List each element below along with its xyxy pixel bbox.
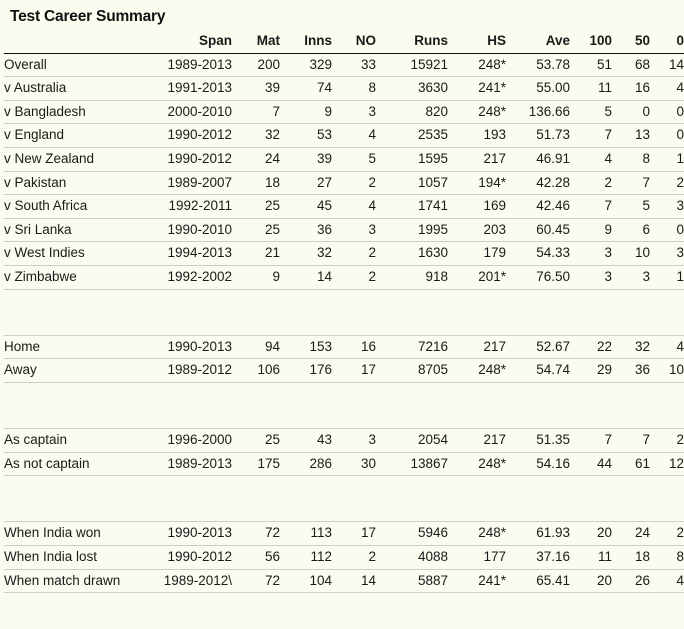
row-value: 20 [570, 569, 612, 593]
row-value: 12 [650, 452, 684, 476]
row-value [612, 476, 650, 499]
table-row-spacer [4, 382, 684, 405]
row-value: 51.35 [506, 429, 570, 453]
row-value: 3 [650, 242, 684, 266]
row-value [280, 406, 332, 429]
row-value: 22 [570, 335, 612, 359]
row-value: 4 [650, 335, 684, 359]
row-value: 32 [280, 242, 332, 266]
table-body [4, 53, 684, 593]
row-value: 9 [570, 218, 612, 242]
row-value: 5 [570, 100, 612, 124]
row-value: 217 [448, 147, 506, 171]
row-value: 10 [650, 359, 684, 383]
row-value: 16 [332, 335, 376, 359]
row-value: 3 [332, 429, 376, 453]
row-value: 68 [612, 53, 650, 77]
row-label: As captain [4, 429, 140, 453]
row-value: 1990-2010 [140, 218, 232, 242]
row-label: v South Africa [4, 195, 140, 219]
row-value: 3 [570, 265, 612, 289]
row-value: 203 [448, 218, 506, 242]
row-value: 2000-2010 [140, 100, 232, 124]
row-value: 3 [650, 195, 684, 219]
row-value: 1 [650, 147, 684, 171]
row-value [506, 499, 570, 522]
table-row-spacer [4, 289, 684, 312]
row-value: 30 [332, 452, 376, 476]
row-value: 46.91 [506, 147, 570, 171]
row-value: 1990-2013 [140, 522, 232, 546]
row-value: 3 [332, 218, 376, 242]
row-value [376, 499, 448, 522]
row-value [376, 406, 448, 429]
column-header-category [4, 30, 140, 53]
row-value: 1994-2013 [140, 242, 232, 266]
row-value: 36 [280, 218, 332, 242]
row-value: 1630 [376, 242, 448, 266]
row-value: 14 [332, 569, 376, 593]
row-value: 201* [448, 265, 506, 289]
row-value [570, 312, 612, 335]
row-value: 5 [332, 147, 376, 171]
row-value: 918 [376, 265, 448, 289]
row-value [280, 382, 332, 405]
row-value: 1990-2013 [140, 335, 232, 359]
row-value: 1 [650, 265, 684, 289]
row-value: 26 [612, 569, 650, 593]
row-value: 24 [612, 522, 650, 546]
row-value [650, 289, 684, 312]
row-value: 1989-2012 [140, 359, 232, 383]
row-label [4, 476, 140, 499]
row-value: 61.93 [506, 522, 570, 546]
table-row [4, 147, 684, 171]
table-row [4, 452, 684, 476]
test-career-summary-table [4, 30, 684, 593]
row-value: 76.50 [506, 265, 570, 289]
row-value: 2 [650, 429, 684, 453]
row-value: 32 [612, 335, 650, 359]
row-value [232, 406, 280, 429]
row-value: 14 [650, 53, 684, 77]
row-value: 25 [232, 195, 280, 219]
row-value [612, 499, 650, 522]
row-value: 179 [448, 242, 506, 266]
row-value: 7 [570, 195, 612, 219]
row-value: 11 [570, 77, 612, 101]
row-value [506, 289, 570, 312]
row-value: 72 [232, 569, 280, 593]
row-label: v Bangladesh [4, 100, 140, 124]
row-label [4, 312, 140, 335]
row-value: 3 [332, 100, 376, 124]
row-value: 2 [570, 171, 612, 195]
row-value [570, 289, 612, 312]
row-value: 32 [232, 124, 280, 148]
column-header-ave: Ave [506, 30, 570, 53]
row-value [376, 476, 448, 499]
row-label: When India lost [4, 546, 140, 570]
row-value: 1990-2012 [140, 546, 232, 570]
row-value: 1057 [376, 171, 448, 195]
row-value [332, 312, 376, 335]
row-value [570, 476, 612, 499]
row-value: 7 [612, 171, 650, 195]
row-value [448, 312, 506, 335]
row-value [570, 499, 612, 522]
row-label [4, 289, 140, 312]
row-value [232, 382, 280, 405]
row-value: 2535 [376, 124, 448, 148]
row-value: 248* [448, 359, 506, 383]
row-value: 5946 [376, 522, 448, 546]
row-value: 136.66 [506, 100, 570, 124]
row-value: 56 [232, 546, 280, 570]
table-row [4, 569, 684, 593]
table-row [4, 53, 684, 77]
row-value [650, 499, 684, 522]
row-value: 8 [612, 147, 650, 171]
row-value [280, 499, 332, 522]
row-value: 241* [448, 77, 506, 101]
row-value: 248* [448, 100, 506, 124]
row-value [376, 312, 448, 335]
row-value: 1741 [376, 195, 448, 219]
row-value: 1990-2012 [140, 147, 232, 171]
table-row [4, 265, 684, 289]
row-value [506, 476, 570, 499]
row-value: 5887 [376, 569, 448, 593]
row-value: 2 [332, 171, 376, 195]
row-label: As not captain [4, 452, 140, 476]
row-value [140, 476, 232, 499]
row-value: 51.73 [506, 124, 570, 148]
row-value: 51 [570, 53, 612, 77]
row-value [232, 289, 280, 312]
row-value: 248* [448, 452, 506, 476]
row-value: 52.67 [506, 335, 570, 359]
row-value: 4 [332, 195, 376, 219]
row-value: 9 [280, 100, 332, 124]
row-value: 53.78 [506, 53, 570, 77]
row-value: 193 [448, 124, 506, 148]
row-value: 0 [650, 218, 684, 242]
row-value [140, 312, 232, 335]
row-label: v Zimbabwe [4, 265, 140, 289]
row-value: 29 [570, 359, 612, 383]
row-value: 4 [570, 147, 612, 171]
row-label: v West Indies [4, 242, 140, 266]
row-value [506, 406, 570, 429]
row-value: 37.16 [506, 546, 570, 570]
row-label: Away [4, 359, 140, 383]
row-value: 72 [232, 522, 280, 546]
row-value: 17 [332, 359, 376, 383]
row-value: 39 [280, 147, 332, 171]
row-value: 7 [232, 100, 280, 124]
row-value: 241* [448, 569, 506, 593]
row-value: 13867 [376, 452, 448, 476]
row-value [448, 406, 506, 429]
row-value: 1992-2011 [140, 195, 232, 219]
row-value [332, 289, 376, 312]
row-value [650, 406, 684, 429]
row-label: v Pakistan [4, 171, 140, 195]
column-header-inns: Inns [280, 30, 332, 53]
row-value: 44 [570, 452, 612, 476]
column-header-span: Span [140, 30, 232, 53]
row-value: 54.74 [506, 359, 570, 383]
row-value [376, 289, 448, 312]
row-value: 42.46 [506, 195, 570, 219]
row-value: 10 [612, 242, 650, 266]
row-label: Overall [4, 53, 140, 77]
row-value [280, 312, 332, 335]
row-value [448, 476, 506, 499]
row-value: 1989-2012\ [140, 569, 232, 593]
row-value: 3 [612, 265, 650, 289]
row-value: 1990-2012 [140, 124, 232, 148]
row-value [332, 382, 376, 405]
table-row [4, 218, 684, 242]
row-value: 7 [612, 429, 650, 453]
table-row [4, 522, 684, 546]
row-value [140, 499, 232, 522]
row-value: 248* [448, 522, 506, 546]
row-label: When India won [4, 522, 140, 546]
row-value: 2 [332, 242, 376, 266]
row-value [506, 312, 570, 335]
row-value: 94 [232, 335, 280, 359]
table-header [4, 30, 684, 53]
row-value: 3 [570, 242, 612, 266]
column-header-ducks: 0 [650, 30, 684, 53]
table-row [4, 335, 684, 359]
row-label [4, 382, 140, 405]
row-value: 9 [232, 265, 280, 289]
row-value: 42.28 [506, 171, 570, 195]
row-value: 17 [332, 522, 376, 546]
table-row [4, 429, 684, 453]
row-value: 329 [280, 53, 332, 77]
row-label [4, 406, 140, 429]
row-value: 18 [612, 546, 650, 570]
row-value: 8 [332, 77, 376, 101]
row-value: 4 [650, 569, 684, 593]
row-value: 25 [232, 429, 280, 453]
row-value: 6 [612, 218, 650, 242]
row-value: 113 [280, 522, 332, 546]
row-value: 1996-2000 [140, 429, 232, 453]
table-row [4, 546, 684, 570]
row-value: 54.16 [506, 452, 570, 476]
row-value: 24 [232, 147, 280, 171]
row-value: 3630 [376, 77, 448, 101]
row-value: 65.41 [506, 569, 570, 593]
table-row-spacer [4, 406, 684, 429]
row-value: 1995 [376, 218, 448, 242]
row-label: v Australia [4, 77, 140, 101]
table-row [4, 124, 684, 148]
table-row [4, 171, 684, 195]
row-value: 177 [448, 546, 506, 570]
row-label: v New Zealand [4, 147, 140, 171]
row-value: 43 [280, 429, 332, 453]
row-value [612, 312, 650, 335]
row-value: 1989-2013 [140, 53, 232, 77]
row-value: 217 [448, 335, 506, 359]
row-value [140, 382, 232, 405]
row-value: 4 [650, 77, 684, 101]
row-value: 1989-2007 [140, 171, 232, 195]
row-value: 169 [448, 195, 506, 219]
row-value: 0 [650, 124, 684, 148]
row-value: 14 [280, 265, 332, 289]
row-label: When match drawn [4, 569, 140, 593]
row-value: 7 [570, 124, 612, 148]
row-value [506, 382, 570, 405]
row-value: 8705 [376, 359, 448, 383]
row-value: 74 [280, 77, 332, 101]
row-value: 36 [612, 359, 650, 383]
row-value: 45 [280, 195, 332, 219]
row-value: 4088 [376, 546, 448, 570]
row-value: 2054 [376, 429, 448, 453]
row-value: 106 [232, 359, 280, 383]
row-value: 4 [332, 124, 376, 148]
row-value: 2 [332, 265, 376, 289]
row-value: 1989-2013 [140, 452, 232, 476]
row-value: 7216 [376, 335, 448, 359]
row-value: 33 [332, 53, 376, 77]
row-value [448, 499, 506, 522]
row-value: 1992-2002 [140, 265, 232, 289]
row-label [4, 499, 140, 522]
row-value [650, 476, 684, 499]
table-row [4, 359, 684, 383]
row-value: 53 [280, 124, 332, 148]
row-value: 112 [280, 546, 332, 570]
row-value [280, 289, 332, 312]
row-value [612, 382, 650, 405]
row-value: 21 [232, 242, 280, 266]
row-value [232, 476, 280, 499]
row-value: 7 [570, 429, 612, 453]
row-value [448, 382, 506, 405]
column-header-runs: Runs [376, 30, 448, 53]
row-value: 16 [612, 77, 650, 101]
row-value: 25 [232, 218, 280, 242]
page-title: Test Career Summary [10, 8, 166, 25]
row-value: 217 [448, 429, 506, 453]
row-value: 200 [232, 53, 280, 77]
row-value [232, 499, 280, 522]
column-header-hs: HS [448, 30, 506, 53]
row-value: 0 [612, 100, 650, 124]
table-row [4, 195, 684, 219]
table-row [4, 77, 684, 101]
row-value [570, 382, 612, 405]
row-value [612, 406, 650, 429]
column-header-no: NO [332, 30, 376, 53]
table-row-spacer [4, 476, 684, 499]
row-value [650, 312, 684, 335]
column-header-hundreds: 100 [570, 30, 612, 53]
row-value: 54.33 [506, 242, 570, 266]
row-value [332, 406, 376, 429]
row-label: v Sri Lanka [4, 218, 140, 242]
column-header-mat: Mat [232, 30, 280, 53]
row-value: 175 [232, 452, 280, 476]
row-value [332, 499, 376, 522]
row-value: 11 [570, 546, 612, 570]
row-value: 104 [280, 569, 332, 593]
row-value: 820 [376, 100, 448, 124]
table-row-spacer [4, 499, 684, 522]
row-value: 61 [612, 452, 650, 476]
row-value [140, 289, 232, 312]
row-value: 153 [280, 335, 332, 359]
row-value: 0 [650, 100, 684, 124]
column-header-fifties: 50 [612, 30, 650, 53]
row-value [140, 406, 232, 429]
table-row [4, 242, 684, 266]
row-value: 20 [570, 522, 612, 546]
row-value [650, 382, 684, 405]
row-value: 2 [650, 522, 684, 546]
row-value [232, 312, 280, 335]
table-row [4, 100, 684, 124]
row-value: 13 [612, 124, 650, 148]
row-value: 60.45 [506, 218, 570, 242]
row-value: 39 [232, 77, 280, 101]
row-value: 286 [280, 452, 332, 476]
row-value [448, 289, 506, 312]
table-row-spacer [4, 312, 684, 335]
table-header-row [4, 30, 684, 53]
row-value [332, 476, 376, 499]
row-value [570, 406, 612, 429]
row-value: 194* [448, 171, 506, 195]
row-value: 1991-2013 [140, 77, 232, 101]
row-value: 176 [280, 359, 332, 383]
row-value: 2 [650, 171, 684, 195]
row-value [376, 382, 448, 405]
row-label: Home [4, 335, 140, 359]
row-value: 18 [232, 171, 280, 195]
row-value: 8 [650, 546, 684, 570]
row-label: v England [4, 124, 140, 148]
row-value: 15921 [376, 53, 448, 77]
row-value: 27 [280, 171, 332, 195]
row-value: 2 [332, 546, 376, 570]
row-value [280, 476, 332, 499]
row-value: 5 [612, 195, 650, 219]
row-value [612, 289, 650, 312]
row-value: 248* [448, 53, 506, 77]
row-value: 55.00 [506, 77, 570, 101]
row-value: 1595 [376, 147, 448, 171]
